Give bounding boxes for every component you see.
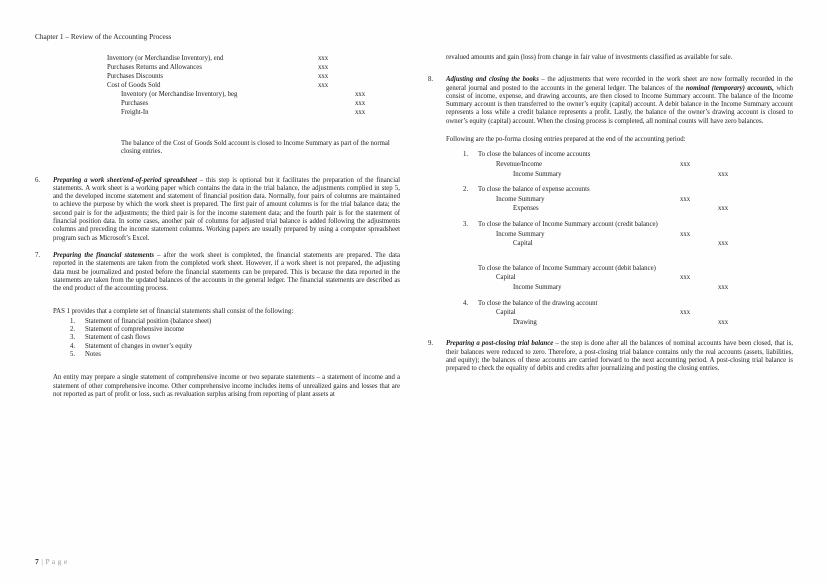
journal-line (107, 72, 400, 81)
amount-debit: xxx (318, 82, 329, 89)
pas1-intro: PAS 1 provides that a complete set of financial statements shall consist of the following: (53, 308, 294, 316)
account-name: Revenue/Income (496, 160, 543, 168)
pas1-statement-list (70, 318, 400, 359)
entry-caption (463, 220, 793, 230)
journal-line (463, 283, 793, 293)
amount-credit: xxx (718, 205, 729, 213)
account-name: Income Summary (513, 170, 562, 178)
amount-credit: xxx (355, 91, 366, 98)
list-text: Statement of comprehensive income (85, 326, 185, 334)
journal-line (463, 204, 793, 214)
journal-line (463, 308, 793, 318)
account-name: Drawing (513, 318, 537, 326)
closing-entry-3-debit (463, 264, 793, 293)
step-7 (35, 252, 400, 293)
account-name: Income Summary (513, 283, 562, 291)
amount-debit: xxx (680, 195, 691, 203)
list-number: 3. (70, 334, 76, 342)
entry-caption (463, 150, 793, 160)
list-text: Statement of changes in owner’s equity (85, 342, 193, 350)
account-name: Freight-In (121, 109, 149, 116)
amount-debit: xxx (680, 160, 691, 168)
journal-line (107, 63, 400, 72)
list-text: Notes (85, 350, 101, 358)
closing-entry-3-credit (463, 220, 793, 249)
account-name: Capital (496, 274, 516, 282)
step-number: 6. (35, 176, 41, 184)
entry-caption (463, 185, 793, 195)
step-9 (428, 340, 793, 373)
step-6 (35, 177, 400, 243)
step-8-text-a: – the adjustments that were recorded in the work sheet are now formally recorded in the general journal and posted to the accounts in the general ledger. The balances of the (446, 76, 794, 92)
account-name: Cost of Goods Sold (107, 82, 161, 89)
journal-line (107, 108, 400, 117)
closing-entries-intro: Following are the po-forma closing entries prepared at the end of the accounting period: (446, 136, 686, 144)
list-number: 2. (70, 326, 76, 334)
step-number: 9. (428, 340, 434, 348)
amount-credit: xxx (718, 318, 729, 326)
amount-debit: xxx (680, 309, 691, 317)
step-number: 7. (35, 251, 41, 259)
step-7-text: – after the work sheet is completed, the financial statements are prepared. The data reported in the statements are taken from the completed work sheet. However, if a work sheet is not prepared, the adjusting data must be journalized and posted before the financial statements can be prepared. This is because the data reported in the statements are taken from the updated balances of the accounts in the general ledger. The financial statements are described as the end product of the accounting process. (53, 251, 400, 293)
journal-line (463, 230, 793, 240)
entry-caption-text: To close the balance of the drawing account (478, 299, 598, 307)
entry-caption (463, 264, 793, 274)
journal-line (107, 81, 400, 90)
chapter-heading: Chapter 1 – Review of the Accounting Process (35, 32, 172, 41)
step-9-paragraph (446, 340, 793, 373)
list-text: Statement of financial position (balance sheet) (85, 317, 212, 325)
amount-debit: xxx (318, 64, 329, 71)
entry-caption-text: To close the balance of Income Summary account (credit balance) (478, 220, 658, 228)
amount-debit: xxx (318, 55, 329, 62)
account-name: Purchases Returns and Allowances (107, 64, 202, 71)
step-8-emphasis: nominal (temporary) accounts, (685, 84, 774, 92)
cogs-journal-entry (107, 54, 400, 117)
account-name: Purchases Discounts (107, 73, 164, 80)
step-8 (428, 76, 793, 126)
entry-number: 3. (463, 220, 469, 228)
list-text: Statement of cash flows (85, 334, 151, 342)
journal-line (463, 273, 793, 283)
list-number: 5. (70, 350, 76, 358)
step-number: 8. (428, 76, 434, 84)
account-name: Income Summary (496, 195, 545, 203)
amount-debit: xxx (318, 73, 329, 80)
journal-line (107, 54, 400, 63)
list-number: 1. (70, 317, 76, 325)
account-name: Purchases (121, 100, 149, 107)
page-footer (35, 557, 68, 566)
list-item (70, 343, 400, 351)
journal-line (463, 195, 793, 205)
account-name: Income Summary (496, 230, 545, 238)
cogs-closing-note: The balance of the Cost of Goods Sold account is closed to Income Summary as part of the normal closing entries. (121, 140, 390, 156)
closing-entry-4 (463, 299, 793, 328)
right-column (428, 54, 793, 399)
closing-entry-2 (463, 185, 793, 214)
step-9-text: – the step is done after all the balances of nominal accounts have been closed, that is, their balances were reduced to zero. Therefore, a post-closing trial balance contains only the real accounts (assets, liabilities, and equity); the balances of these accounts are carried forward to the next accounting period. A post-closing trial balance is prepared to check the equality of debits and credits after journalizing and posting the closing entries. (446, 340, 794, 373)
list-number: 4. (70, 342, 76, 350)
page-footer-label: | P a g e (41, 557, 68, 566)
journal-line (463, 170, 793, 180)
closing-entry-1 (463, 150, 793, 179)
step-8-paragraph (446, 76, 793, 126)
entry-caption-text: To close the balance of expense accounts (478, 186, 590, 194)
amount-credit: xxx (355, 100, 366, 107)
account-name: Inventory (or Merchandise Inventory), end (107, 55, 224, 62)
entry-caption-text: To close the balance of Income Summary account (debit balance) (478, 264, 656, 272)
amount-credit: xxx (718, 170, 729, 178)
step-8-text-b: which consist of income, expense, and drawing accounts, are then closed to Income Summary account. The balance of the Income Summary account is then transferred to the owner’s equity (capital) account. A debit balance in the Income Summary account represents a loss while a credit balance represents a profit. Lastly, the balance of the owner’s drawing account is closed to owner’s equity (capital) account. When the closing process is completed, all nominal counts will have zero balances. (446, 84, 793, 125)
step-6-paragraph (53, 177, 400, 243)
step-6-text: – this step is optional but it facilitates the preparation of the financial statements. A work sheet is a working paper which contains the data in the trial balance, the adjustments complied in step 5, and the developed income statement and statement of financial position data. Normally, four pairs of columns are maintained to achieve the purpose by which the work sheet is prepared. The first pair of amount columns is for the trial balance data; the second pair is for the adjustments; the third pair is for the income statement data; and the fourth pair is for the statement of financial position data. In some cases, another pair of columns for adjusted trial balance is added following the adjustments columns and preceding the income statement columns. Working papers are usually prepared by using a computer spreadsheet program such as Microsoft’s Excel. (53, 176, 400, 242)
account-name: Capital (513, 240, 533, 248)
two-column-body (35, 54, 793, 399)
left-column (35, 54, 400, 399)
journal-line (463, 239, 793, 249)
continuation-paragraph: revalued amounts and gain (loss) from change in fair value of investments classified as available for sale. (446, 54, 733, 61)
entity-paragraph: An entity may prepare a single statement of comprehensive income or two separate statements – a statement of income and a statement of other comprehensive income. Other comprehensive income includes items of unrealized gains and losses that are not reported as part of profit or loss, such as revaluation surplus arising from reporting of plant assets at (53, 374, 400, 398)
entry-caption-text: To close the balances of income accounts (478, 151, 591, 159)
journal-line (463, 160, 793, 170)
journal-line (107, 90, 400, 99)
entry-number: 1. (463, 151, 469, 159)
account-name: Inventory (or Merchandise Inventory), beg (121, 91, 238, 98)
step-7-paragraph (53, 252, 400, 293)
entry-number: 2. (463, 186, 469, 194)
amount-credit: xxx (718, 283, 729, 291)
step-7-title: Preparing the financial statements (53, 251, 154, 259)
step-6-title: Preparing a work sheet/end-of-period spreadsheet (53, 176, 198, 184)
amount-debit: xxx (680, 274, 691, 282)
step-9-title: Preparing a post-closing trial balance (446, 340, 554, 348)
account-name: Capital (496, 309, 516, 317)
entry-caption (463, 299, 793, 309)
list-item (70, 318, 400, 326)
entry-number: 4. (463, 299, 469, 307)
amount-credit: xxx (355, 109, 366, 116)
journal-line (107, 99, 400, 108)
list-item (70, 334, 400, 342)
account-name: Expenses (513, 205, 539, 213)
step-8-title: Adjusting and closing the books (446, 76, 539, 84)
amount-credit: xxx (718, 240, 729, 248)
entry-number (463, 264, 478, 274)
amount-debit: xxx (680, 230, 691, 238)
page-number: 7 (35, 557, 40, 566)
list-item (70, 326, 400, 334)
list-item (70, 351, 400, 359)
journal-line (463, 318, 793, 328)
